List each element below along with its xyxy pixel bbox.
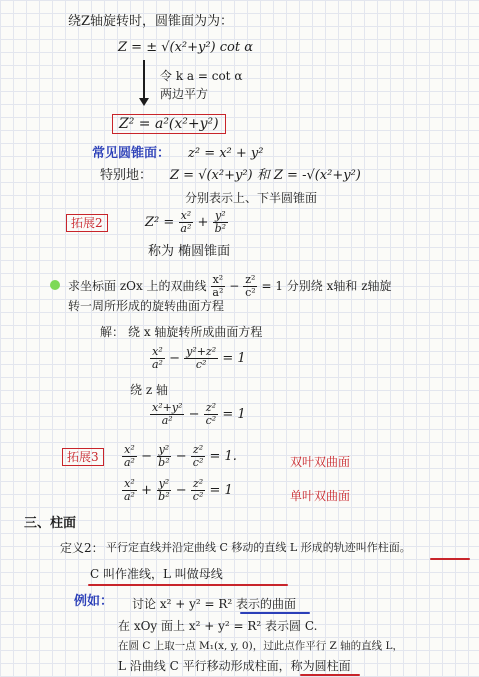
cone-equation: Z = ± √(x²+y²) cot α: [118, 40, 254, 55]
common-cone-equation: z² = x² + y²: [188, 146, 264, 161]
special-label: 特别地：: [100, 168, 153, 183]
solution-eq1: $\frac{\text{x²}}{\text{a²}}$ − $\frac{\text{y²+z²}}{\text{c²}}$ = 1: [152, 345, 246, 371]
special-equations: Z = √(x²+y²) 和 Z = -√(x²+y²): [170, 168, 361, 183]
elliptic-lhs: Z² =: [145, 215, 175, 230]
cylinder-underline: [300, 674, 360, 676]
two-sheet-hyperboloid-name: 双叶双曲面: [290, 455, 351, 469]
fraction-y-b: $\frac{\text{y²}}{\text{b²}}$: [214, 209, 227, 235]
directrix-generatrix-text: C 叫作准线，L 叫做母线: [90, 567, 223, 581]
solution-eq2: $\frac{\text{x²+y²}}{\text{a²}}$ − $\frac{\text{z²}}{\text{c²}}$ = 1: [152, 401, 246, 427]
solution-x-axis-text: 绕 x 轴旋转所成曲面方程: [128, 325, 263, 339]
solution-label: 解：: [100, 325, 125, 339]
definition-underline: [430, 558, 470, 560]
problem-fraction-z: $\frac{\text{z²}}{\text{c²}}$: [245, 273, 256, 299]
square-note: 两边平方: [160, 87, 209, 101]
two-sheet-hyperboloid-eq: $\frac{\text{x²}}{\text{a²}}$ − $\frac{\text{y²}}{\text{b²}}$ − $\frac{\text{z²}}{\text{c²}}$ = 1.: [124, 443, 237, 469]
section3-title: 三、柱面: [24, 516, 77, 531]
down-arrow-head: [139, 98, 149, 106]
one-sheet-hyperboloid-name: 单叶双曲面: [290, 489, 351, 503]
intro-line: 绕Z轴旋转时，圆锥面为为：: [68, 14, 234, 29]
problem-line1: 求坐标面 zOx 上的双曲线 $\frac{\text{x²}}{\text{a²}}$ − $\frac{\text{z²}}{\text{c²}}$ = 1 分别绕 x轴和 z轴旋: [68, 273, 392, 299]
problem-fraction-x: $\frac{\text{x²}}{\text{a²}}$: [212, 273, 224, 299]
example-label: 例如：: [74, 594, 114, 609]
example-line1: 讨论 x² + y² = R² 表示的曲面: [132, 597, 297, 611]
example-line4: L 沿曲线 C 平行移动形成柱面，称为圆柱面: [118, 659, 351, 673]
plus-sign: +: [197, 215, 209, 230]
substitution-note: 令 k a = cot α: [160, 69, 243, 83]
solution-z-axis-text: 绕 z 轴: [130, 383, 168, 397]
directrix-underline: [88, 584, 288, 586]
highlight-dot: [50, 280, 60, 290]
extension2-tag: 拓展2: [66, 214, 108, 232]
fraction-x-a: $\frac{\text{x²}}{\text{a²}}$: [180, 209, 192, 235]
common-cone-label: 常见圆锥面：: [92, 146, 171, 161]
definition-label: 定义2：: [60, 541, 104, 555]
problem-line2: 转一周所形成的旋转曲面方程: [68, 299, 225, 313]
boxed-cone-equation: Z² = a²(x²+y²): [112, 114, 226, 134]
down-arrow-shaft: [143, 60, 145, 100]
elliptic-cone-equation: [145, 210, 228, 235]
one-sheet-hyperboloid-eq: $\frac{\text{x²}}{\text{a²}}$ + $\frac{\text{y²}}{\text{b²}}$ − $\frac{\text{z²}}{\text{c²}}$ = 1: [124, 477, 233, 503]
special-description: 分别表示上、下半圆锥面: [185, 191, 318, 205]
elliptic-cone-name: 称为 椭圆锥面: [148, 244, 231, 259]
extension3-tag: 拓展3: [62, 448, 104, 466]
example-line3: 在圆 C 上取一点 M₁(x, y, 0)，过此点作平行 Z 轴的直线 L，: [118, 640, 403, 652]
definition-text: 平行定直线并沿定曲线 C 移动的直线 L 形成的轨迹叫作柱面。: [106, 541, 411, 554]
example-line2: 在 xOy 面上 x² + y² = R² 表示圆 C.: [118, 619, 318, 633]
example-underline: [240, 612, 310, 614]
